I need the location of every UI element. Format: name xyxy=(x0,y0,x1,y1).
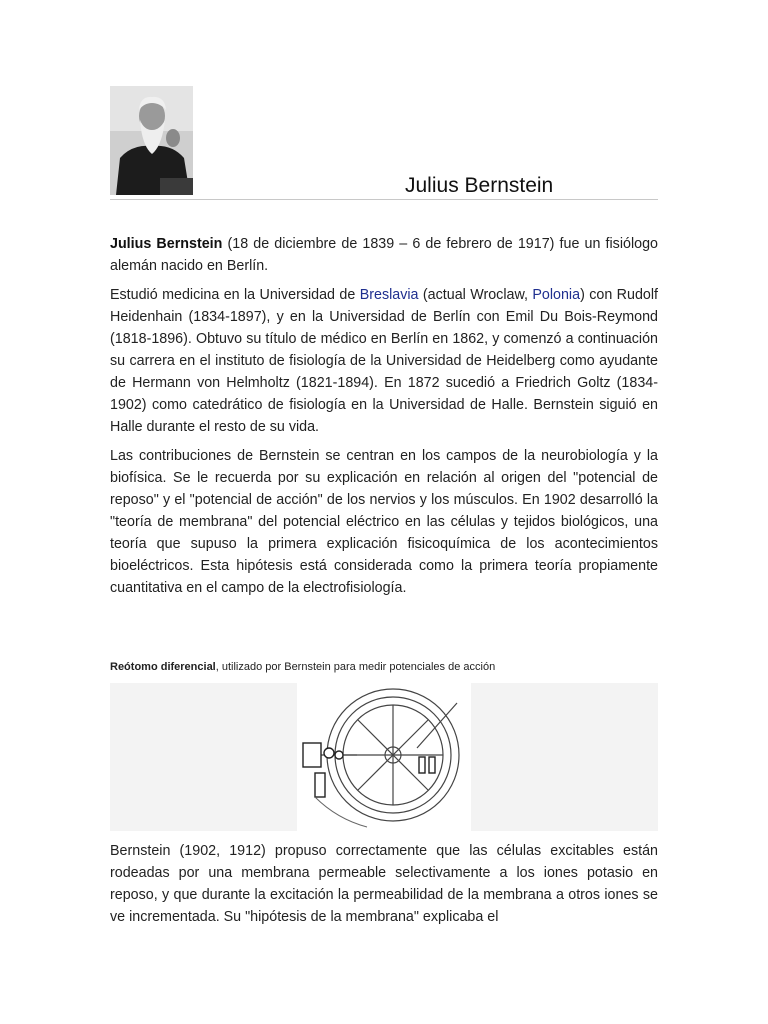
biography-paragraph xyxy=(110,284,658,438)
title-divider xyxy=(110,199,658,200)
link-breslavia[interactable]: Breslavia xyxy=(359,287,419,303)
intro-text: (18 de diciembre de 1839 – 6 de febrero de 1917) fue un fisiólogo alemán nacido en Berlín. xyxy=(110,236,658,274)
contributions-paragraph: Las contribuciones de Bernstein se centran en los campos de la neurobiología y la biofísica. Se le recuerda por su explicación en relación al origen del "potencial de reposo" y el "potencial de acción" de los nervios y los músculos. En 1902 desarrolló la "teoría de membrana" del potencial eléctrico en las células y tejidos biológicos, una teoría que supuso la primera explicación fisicoquímica de los acontecimientos bioeléctricos. Esta hipótesis está considerada como la primera teoría propiamente cuantitativa en el campo de la electrofisiología. xyxy=(110,448,658,596)
portrait-illustration xyxy=(110,86,193,195)
caption-text: , utilizado por Bernstein para medir potenciales de acción xyxy=(215,661,496,673)
bio-text-1: Estudió medicina en la Universidad de xyxy=(110,287,360,303)
link-polonia[interactable]: Polonia xyxy=(532,287,581,303)
intro-paragraph xyxy=(110,233,658,277)
rheotome-figure xyxy=(297,683,471,831)
caption-title: Reótomo diferencial xyxy=(110,661,216,673)
subject-name: Julius Bernstein xyxy=(110,236,223,252)
bio-text-2: (actual Wroclaw, xyxy=(418,287,533,303)
bio-text-3: ) con Rudolf Heidenhain (1834-1897), y en la Universidad de Berlín con Emil Du Bois-Reymond (1818-1896). Obtuvo su título de médico en Berlín en 1862, y comenzó a continuación su carrera en el instituto de fisiología de la Universidad de Heidelberg como ayudante de Hermann von Helmholtz (1821-1894). En 1872 sucedió a Friedrich Goltz (1834-1902) como catedrático de fisiología en la Universidad de Halle. Bernstein siguió en Halle durante el resto de su vida. xyxy=(110,287,658,435)
rheotome-illustration xyxy=(297,683,471,831)
portrait-photo xyxy=(110,86,193,195)
membrane-paragraph: Bernstein (1902, 1912) propuso correctamente que las células excitables están rodeadas por una membrana permeable selectivamente a los iones potasio en reposo, y que durante la excitación la permeabilidad de la membrana a otros iones se ve incrementada. Su "hipótesis de la membrana" explicaba el xyxy=(110,843,658,925)
page-title: Julius Bernstein xyxy=(405,174,554,197)
figure-caption xyxy=(110,661,495,673)
